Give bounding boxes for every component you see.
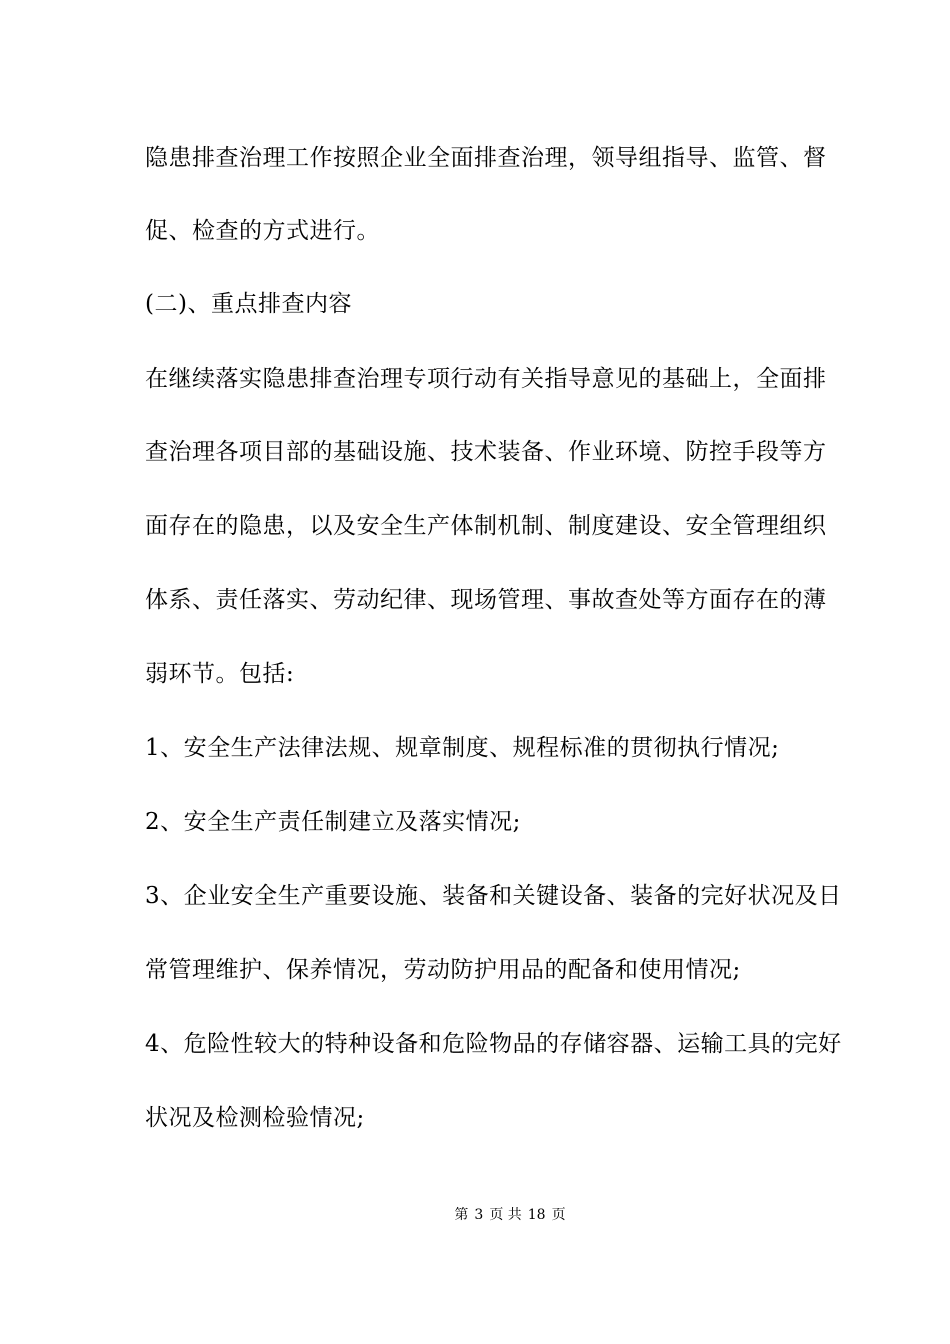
text-line: 状况及检测检验情况; [145, 1105, 365, 1131]
text-line: 隐患排查治理工作按照企业全面排查治理，领导组指导、监管、督 [145, 145, 827, 171]
page-footer [0, 1205, 950, 1225]
total-page-count: 18 [527, 1207, 546, 1223]
text-line: 常管理维护、保养情况，劳动防护用品的配备和使用情况; [145, 957, 741, 983]
text-line: 促、检查的方式进行。 [145, 218, 380, 244]
footer-suffix: 页 [551, 1207, 566, 1223]
current-page-number: 3 [474, 1207, 484, 1223]
section-heading: (二)、重点排查内容 [145, 291, 352, 317]
list-item: 3、企业安全生产重要设施、装备和关键设备、装备的完好状况及日 [145, 883, 842, 909]
list-item: 1、安全生产法律法规、规章制度、规程标准的贯彻执行情况; [145, 735, 780, 761]
footer-prefix: 第 [454, 1207, 469, 1223]
text-line: 查治理各项目部的基础设施、技术装备、作业环境、防控手段等方 [145, 439, 827, 465]
text-line: 面存在的隐患，以及安全生产体制机制、制度建设、安全管理组织 [145, 513, 827, 539]
list-item: 4、危险性较大的特种设备和危险物品的存储容器、运输工具的完好 [145, 1031, 842, 1057]
footer-middle: 页 共 [489, 1207, 522, 1223]
text-line: 弱环节。包括: [145, 661, 295, 687]
text-line: 体系、责任落实、劳动纪律、现场管理、事故查处等方面存在的薄 [145, 587, 827, 613]
list-item: 2、安全生产责任制建立及落实情况; [145, 809, 521, 835]
text-line: 在继续落实隐患排查治理专项行动有关指导意见的基础上，全面排 [145, 366, 827, 392]
